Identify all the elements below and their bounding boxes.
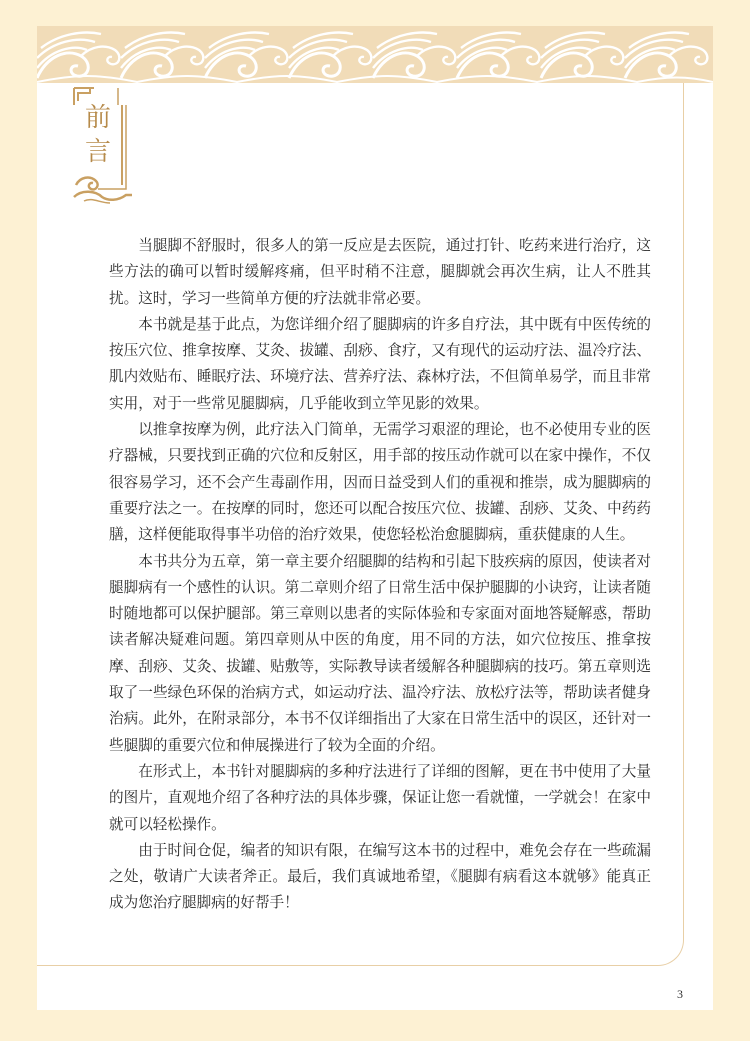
heading-char-qian: 前 bbox=[84, 103, 111, 133]
heading-char-yan: 言 bbox=[84, 137, 111, 167]
paragraph-5: 在形式上，本书针对腿脚病的多种疗法进行了详细的图解，更在书中使用了大量的图片，直观地介绍了各种疗法的具体步骤，保证让您一看就懂，一学就会！在家中就可以轻松操作。 bbox=[109, 762, 651, 833]
wave-pattern-header bbox=[37, 26, 713, 83]
page-number: 3 bbox=[677, 987, 683, 1001]
section-heading bbox=[70, 85, 140, 205]
paragraph-2: 本书就是基于此点，为您详细介绍了腿脚病的许多自疗法，其中既有中医传统的按压穴位、推拿按摩、艾灸、拔罐、刮痧、食疗，又有现代的运动疗法、温冷疗法、肌内效贴布、睡眠疗法、环境疗法、营养疗法、森林疗法，不但简单易学，而且非常实用，对于一些常见腿脚病，几乎能收到立竿见影的效果。 bbox=[109, 315, 651, 412]
preface-body bbox=[109, 233, 651, 917]
paragraph-3: 以推拿按摩为例，此疗法入门简单，无需学习艰涩的理论，也不必使用专业的医疗器械，只要找到正确的穴位和反射区，用手部的按压动作就可以在家中操作，不仅很容易学习，还不会产生毒副作用，因而日益受到人们的重视和推崇，成为腿脚病的重要疗法之一。在按摩的同时，您还可以配合按压穴位、拔罐、刮痧、艾灸、中药药膳，这样便能取得事半功倍的治疗效果，使您轻松治愈腿脚病，重获健康的人生。 bbox=[109, 421, 651, 544]
paragraph-4: 本书共分为五章，第一章主要介绍腿脚的结构和引起下肢疾病的原因，使读者对腿脚病有一个感性的认识。第二章则介绍了日常生活中保护腿脚的小诀窍，让读者随时随地都可以保护腿部。第三章则以患者的实际体验和专家面对面地答疑解惑，帮助读者解决疑难问题。第四章则从中医的角度，用不同的方法，如穴位按压、推拿按摩、刮痧、艾灸、拔罐、贴敷等，实际教导读者缓解各种腿脚病的技巧。第五章则选取了一些绿色环保的治病方式，如运动疗法、温冷疗法、放松疗法等，帮助读者健身治病。此外，在附录部分，本书不仅详细指出了大家在日常生活中的误区，还针对一些腿脚的重要穴位和伸展操进行了较为全面的介绍。 bbox=[109, 552, 651, 754]
wave-pattern-icon bbox=[37, 26, 713, 83]
page bbox=[37, 26, 713, 1010]
paragraph-1: 当腿脚不舒服时，很多人的第一反应是去医院，通过打针、吃药来进行治疗，这些方法的确可以暂时缓解疼痛，但平时稍不注意，腿脚就会再次生病，让人不胜其扰。这时，学习一些简单方便的疗法就非常必要。 bbox=[109, 237, 651, 307]
paragraph-6: 由于时间仓促，编者的知识有限，在编写这本书的过程中，难免会存在一些疏漏之处，敬请广大读者斧正。最后，我们真诚地希望，《腿脚有病看这本就够》能真正成为您治疗腿脚病的好帮手！ bbox=[109, 841, 651, 912]
